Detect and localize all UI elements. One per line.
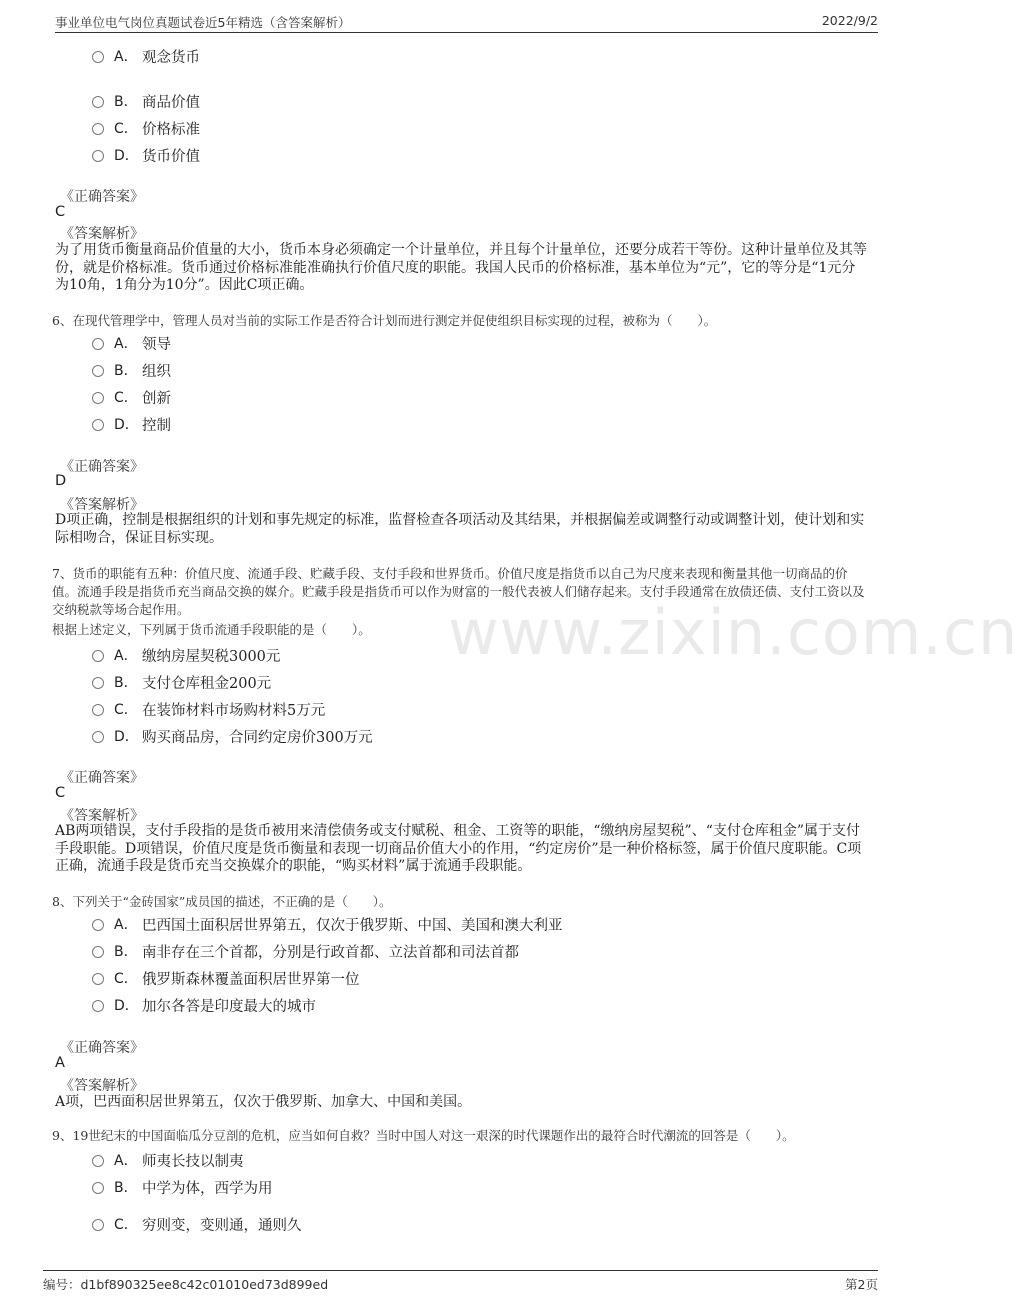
analysis-label: 《答案解析》	[60, 808, 144, 824]
q9-stem: 9、19世纪末的中国面临瓜分豆剖的危机，应当如何自救？当时中国人对这一艰深的时代课题作出的最符合时代潮流的回答是（ ）。	[52, 1128, 795, 1143]
option-text: 价格标准	[142, 122, 200, 138]
option-letter: B．	[114, 1180, 138, 1196]
correct-answer-label: 《正确答案》	[60, 770, 144, 786]
option-text: 观念货币	[142, 50, 200, 66]
option-letter: B．	[114, 675, 138, 691]
radio-icon[interactable]	[92, 973, 104, 985]
option-letter: C．	[114, 702, 138, 718]
option-text: 创新	[142, 391, 171, 407]
radio-icon[interactable]	[92, 365, 104, 377]
q8-analysis: A项，巴西面积居世界第五，仅次于俄罗斯、加拿大、中国和美国。	[55, 1094, 472, 1110]
option-letter: C．	[114, 971, 138, 987]
option-text: 缴纳房屋契税3000元	[142, 649, 281, 665]
radio-icon[interactable]	[92, 338, 104, 350]
option-text: 穷则变，变则通，通则久	[142, 1218, 302, 1234]
radio-icon[interactable]	[92, 1182, 104, 1194]
option-letter: D．	[114, 417, 139, 433]
analysis-label: 《答案解析》	[60, 1078, 144, 1094]
option-letter: C．	[114, 1217, 138, 1233]
radio-icon[interactable]	[92, 704, 104, 716]
option-text: 南非存在三个首都，分别是行政首都、立法首都和司法首都	[142, 945, 519, 961]
option-letter: D．	[114, 148, 139, 164]
q5-answer: C	[55, 204, 66, 220]
page-footer	[43, 1270, 878, 1295]
option-letter: A．	[114, 1153, 138, 1169]
q7-stem-question: 根据上述定义，下列属于货币流通手段职能的是（ ）。	[52, 622, 371, 637]
analysis-label: 《答案解析》	[60, 497, 144, 513]
option-letter: B．	[114, 363, 138, 379]
correct-answer-label: 《正确答案》	[60, 1040, 144, 1056]
option-letter: D．	[114, 729, 139, 745]
q7-stem: 7、货币的职能有五种：价值尺度、流通手段、贮藏手段、支付手段和世界货币。价值尺度是指货币以自己为尺度来表现和衡量其他一切商品的价值。流通手段是指货币充当商品交换的媒介。贮藏手段是指货币可以作为财富的一般代表被人们储存起来。支付手段通常在放债还债、支付工资以及交纳税款等场合起作用。	[52, 566, 865, 617]
option-text: 控制	[142, 418, 171, 434]
correct-answer-label: 《正确答案》	[60, 459, 144, 475]
document-title: 事业单位电气岗位真题试卷近5年精选（含答案解析）	[55, 15, 351, 30]
radio-icon[interactable]	[92, 650, 104, 662]
radio-icon[interactable]	[92, 419, 104, 431]
q6-stem: 6、在现代管理学中，管理人员对当前的实际工作是否符合计划而进行测定并促使组织目标实现的过程，被称为（ ）。	[52, 313, 717, 328]
watermark: www.zixin.com.cn	[448, 596, 1018, 669]
radio-icon[interactable]	[92, 946, 104, 958]
option-letter: C．	[114, 121, 138, 137]
option-letter: A．	[114, 336, 138, 352]
option-text: 货币价值	[142, 149, 200, 165]
radio-icon[interactable]	[92, 919, 104, 931]
option-text: 加尔各答是印度最大的城市	[142, 999, 316, 1015]
radio-icon[interactable]	[92, 1219, 104, 1231]
q8-stem: 8、下列关于“金砖国家”成员国的描述，不正确的是（ ）。	[52, 894, 392, 909]
option-text: 中学为体，西学为用	[142, 1181, 273, 1197]
option-text: 师夷长技以制夷	[142, 1154, 244, 1170]
q8-answer: A	[55, 1055, 65, 1071]
q7-analysis: AB两项错误，支付手段指的是货币被用来清偿债务或支付赋税、租金、工资等的职能，“缴纳房屋契税”、“支付仓库租金”属于支付手段职能。D项错误，价值尺度是货币衡量和表现一切商品价值大小的作用，“约定房价”是一种价格标签，属于价值尺度职能。C项正确，流通手段是货币充当交换媒介的职能，“购买材料”属于流通手段职能。	[55, 823, 862, 874]
q7-answer: C	[55, 785, 66, 801]
radio-icon[interactable]	[92, 1155, 104, 1167]
analysis-label: 《答案解析》	[60, 226, 144, 242]
radio-icon[interactable]	[92, 392, 104, 404]
q5-analysis: 为了用货币衡量商品价值量的大小，货币本身必须确定一个计量单位，并且每个计量单位，还要分成若干等份。这种计量单位及其等份，就是价格标准。货币通过价格标准能准确执行价值尺度的职能。我国人民币的价格标准，基本单位为“元”，它的等分是“1元分为10角，1角分为10分”。因此C项正确。	[55, 242, 867, 293]
correct-answer-label: 《正确答案》	[60, 189, 144, 205]
q6-answer: D	[55, 473, 67, 489]
option-text: 购买商品房，合同约定房价300万元	[142, 730, 373, 746]
option-text: 巴西国土面积居世界第五，仅次于俄罗斯、中国、美国和澳大利亚	[142, 918, 563, 934]
radio-icon[interactable]	[92, 123, 104, 135]
option-text: 组织	[142, 364, 171, 380]
option-text: 商品价值	[142, 95, 200, 111]
document-code: 编号：d1bf890325ee8c42c01010ed73d899ed	[43, 1277, 329, 1292]
option-letter: A．	[114, 49, 138, 65]
option-text: 支付仓库租金200元	[142, 676, 272, 692]
q6-analysis: D项正确，控制是根据组织的计划和事先规定的标准，监督检查各项活动及其结果，并根据偏差或调整行动或调整计划，使计划和实际相吻合，保证目标实现。	[55, 512, 865, 546]
radio-icon[interactable]	[92, 731, 104, 743]
option-letter: B．	[114, 944, 138, 960]
option-text: 在装饰材料市场购材料5万元	[142, 703, 326, 719]
option-text: 领导	[142, 337, 171, 353]
option-letter: D．	[114, 998, 139, 1014]
radio-icon[interactable]	[92, 51, 104, 63]
page-header	[55, 10, 878, 33]
page-number: 第2页	[845, 1277, 878, 1292]
option-letter: C．	[114, 390, 138, 406]
radio-icon[interactable]	[92, 150, 104, 162]
document-date: 2022/9/2	[821, 13, 878, 28]
option-letter: A．	[114, 648, 138, 664]
option-letter: A．	[114, 917, 138, 933]
option-letter: B．	[114, 94, 138, 110]
radio-icon[interactable]	[92, 96, 104, 108]
radio-icon[interactable]	[92, 1000, 104, 1012]
radio-icon[interactable]	[92, 677, 104, 689]
option-text: 俄罗斯森林覆盖面积居世界第一位	[142, 972, 360, 988]
